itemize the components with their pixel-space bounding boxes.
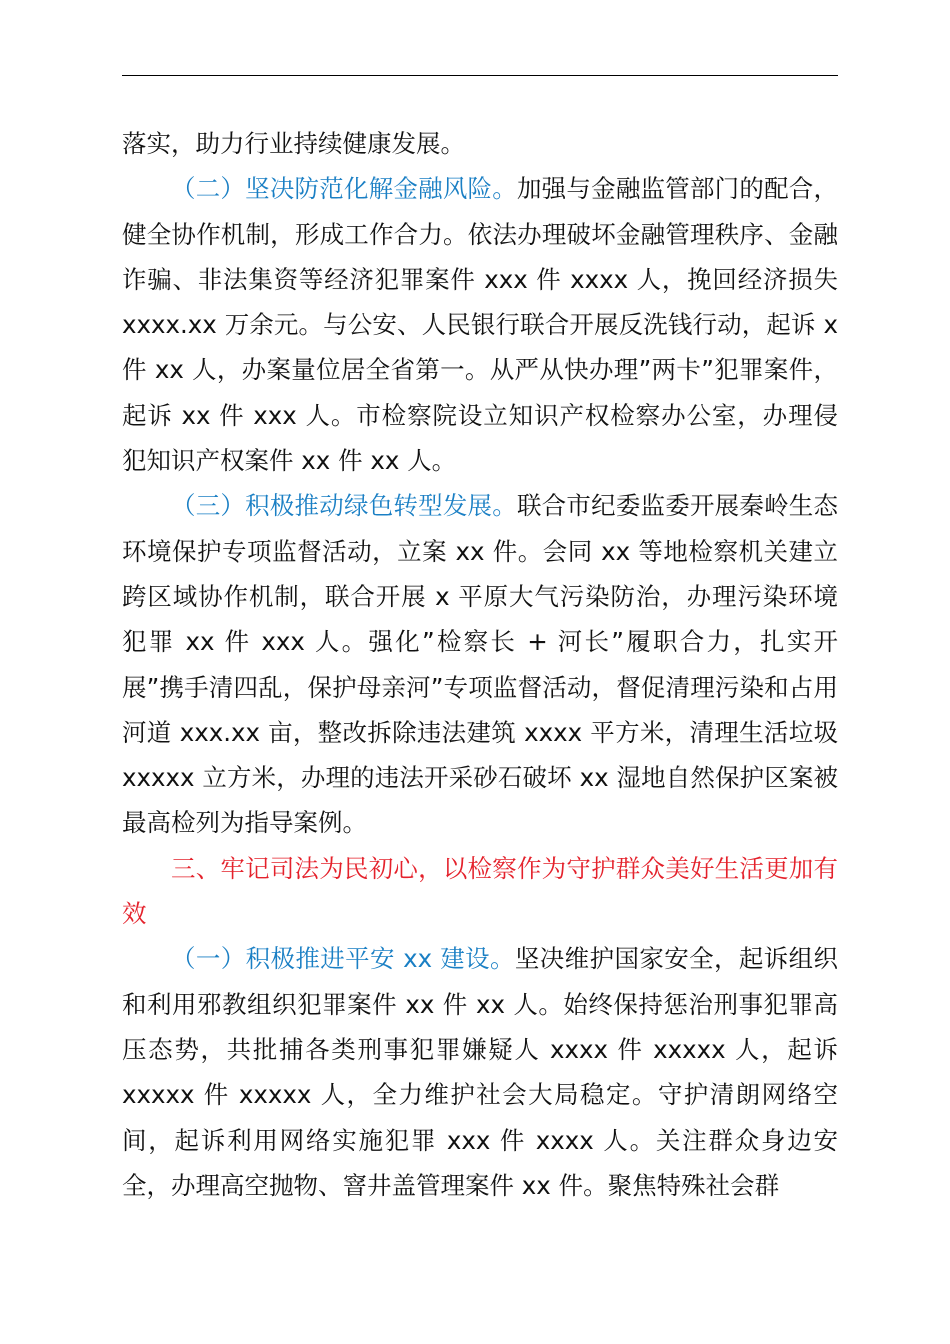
sub-heading-safe-construction: （一）积极推进平安 xx 建设。 (171, 944, 515, 974)
document-body (122, 121, 838, 1208)
paragraph-safe-construction (122, 936, 838, 1208)
paragraph-financial-risk (122, 166, 838, 483)
sub-heading-financial-risk: （二）坚决防范化解金融风险。 (171, 174, 517, 204)
section-heading-text: 三、牢记司法为民初心，以检察作为守护群众美好生活更加有效 (122, 853, 838, 929)
header-rule (122, 75, 838, 76)
paragraph-body: 加强与金融监管部门的配合，健全协作机制，形成工作合力。依法办理破坏金融管理秩序、金融诈骗、非法集资等经济犯罪案件 xxx 件 xxxx 人，挽回经济损失 xxxx.xx 万余元。与公安、人民银行联合开展反洗钱行动，起诉 x 件 xx 人，办案量位居全省第一。从严从快办理”两卡”犯罪案件，起诉 xx 件 xxx 人。市检察院设立知识产权检察办公室，办理侵犯知识产权案件 xx 件 xx 人。 (122, 174, 839, 476)
paragraph-body: 联合市纪委监委开展秦岭生态环境保护专项监督活动，立案 xx 件。会同 xx 等地检察机关建立跨区域协作机制，联合开展 x 平原大气污染防治，办理污染环境犯罪 xx 件 xxx 人。强化”检察长 + 河长”履职合力，扎实开展”携手清四乱，保护母亲河”专项监督活动，督促清理污染和占用河道 xxx.xx 亩，整改拆除违法建筑 xxxx 平方米，清理生活垃圾 xxxxx 立方米，办理的违法开采砂石破坏 xx 湿地自然保护区案被最高检列为指导案例。 (122, 491, 839, 838)
paragraph-body: 坚决维护国家安全，起诉组织和利用邪教组织犯罪案件 xx 件 xx 人。始终保持惩治刑事犯罪高压态势，共批捕各类刑事犯罪嫌疑人 xxxx 件 xxxxx 人，起诉 xxxxx 件 xxxxx 人，全力维护社会大局稳定。守护清朗网络空间，起诉利用网络实施犯罪 xxx 件 xxxx 人。关注群众身边安全，办理高空抛物、窨井盖管理案件 xx 件。聚焦特殊社会群 (122, 944, 838, 1200)
paragraph-continued (122, 121, 838, 166)
paragraph-green-transition (122, 483, 838, 845)
section-heading-three (122, 846, 838, 937)
sub-heading-green-transition: （三）积极推动绿色转型发展。 (171, 491, 517, 521)
paragraph-body: 落实，助力行业持续健康发展。 (122, 129, 465, 158)
